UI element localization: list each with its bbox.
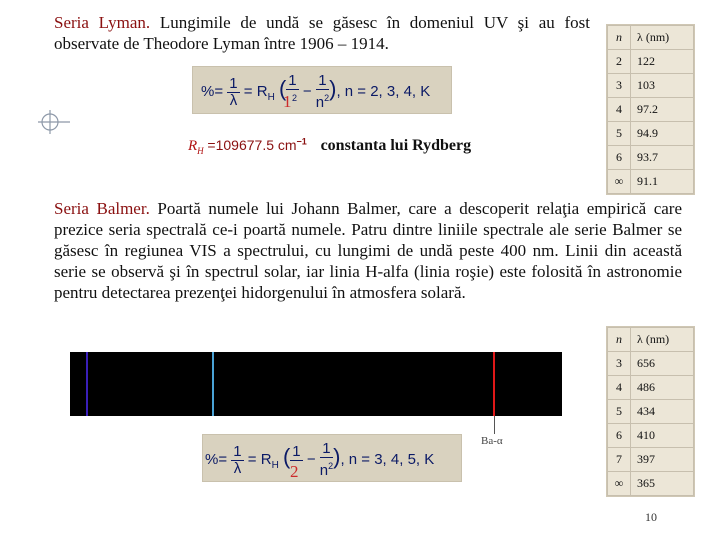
- balmer-text: Poartă numele lui Johann Balmer, care a descoperit relaţia empirică care prezice seria spectrală ce-i poartă numele. Patru dintre liniile spectrale ale serie Balmer se găsesc în regiunea VIS a spectrului, cu lungimi de undă peste 400 nm. Linii din această serie se observă şi în spectrul solar, iar linia H-alfa (linia roşie) este folosită în astronomie pentru detectarea prezenţei hidorgenului în atmosfera solară.: [54, 199, 683, 302]
- balmer-heading: Seria Balmer.: [54, 199, 150, 218]
- balmer-n1-red: 2: [290, 462, 299, 481]
- header-n: n: [608, 328, 631, 352]
- rydberg-constant: $R_H =109677.5$ $cm^{-1}$ constanta lui Rydberg: [188, 136, 472, 156]
- rydberg-eq: = R: [243, 82, 268, 100]
- lyman-table: [606, 24, 695, 195]
- table-header: [608, 328, 694, 352]
- spectral-line-red: [493, 352, 495, 416]
- balmer-formula: %= $\frac{1}{\lambda}$ = $R_H$ ( 1 − $\frac{1}{n^2}$ ), n = 3, 4, 5, K: [202, 434, 462, 482]
- table-row: ∞ 365: [608, 472, 694, 496]
- lyman-heading: Seria Lyman.: [54, 13, 151, 32]
- fraction-1-over-n2: $\frac{1}{n^2}$: [315, 72, 330, 111]
- header-n: n: [608, 26, 631, 50]
- rydberg-label: constanta lui Rydberg: [320, 136, 472, 154]
- balmer-paragraph: [54, 198, 682, 303]
- fraction-1-over-lambda: $\frac{1}{\lambda}$: [229, 74, 238, 109]
- table-row: 6 93.7: [608, 146, 694, 170]
- table-row: 5 434: [608, 400, 694, 424]
- table-row: 7 397: [608, 448, 694, 472]
- crosshair-icon: [30, 100, 70, 140]
- table-row: 4 97.2: [608, 98, 694, 122]
- lyman-paragraph: [54, 12, 590, 54]
- formula-prefix: %=: [201, 82, 224, 100]
- fraction-1-over-n1: $\frac{1}{^2}$: [288, 72, 298, 103]
- header-lambda: λ (nm): [631, 328, 694, 352]
- fraction-1-over-lambda: $\frac{1}{\lambda}$: [233, 442, 242, 477]
- spectral-line-blue: [212, 352, 214, 416]
- lyman-n1-red: 1: [283, 92, 292, 111]
- table-row: ∞ 91.1: [608, 170, 694, 194]
- table-row: 3 103: [608, 74, 694, 98]
- table-row: 5 94.9: [608, 122, 694, 146]
- fraction-1-over-n1: 1: [292, 442, 301, 460]
- lyman-text: Lungimile de undă se găsesc în domeniul UV şi au fost observate de Theodore Lyman între 1906 – 1914.: [54, 13, 590, 53]
- lyman-formula: %= $\frac{1}{\lambda}$ = $R_H$ ( $\frac{1}{^2}$ − $\frac{1}{n^2}$ ), n = 2, 3, 4, K: [192, 66, 452, 114]
- table-row: 4 486: [608, 376, 694, 400]
- fraction-1-over-n2: $\frac{1}{n^2}$: [319, 440, 334, 479]
- header-lambda: λ (nm): [631, 26, 694, 50]
- n-values: n = 3, 4, 5, K: [348, 450, 435, 468]
- ba-alpha-pointer: [494, 416, 495, 434]
- ba-alpha-label: Ba-α: [481, 435, 503, 447]
- spectral-line-violet: [86, 352, 88, 416]
- table-row: 3 656: [608, 352, 694, 376]
- n-values: n = 2, 3, 4, K: [344, 82, 431, 100]
- balmer-table: [606, 326, 695, 497]
- page-number: 10: [645, 510, 657, 524]
- table-header: [608, 26, 694, 50]
- balmer-spectrum: [70, 352, 562, 416]
- table-row: 2 122: [608, 50, 694, 74]
- table-row: 6 410: [608, 424, 694, 448]
